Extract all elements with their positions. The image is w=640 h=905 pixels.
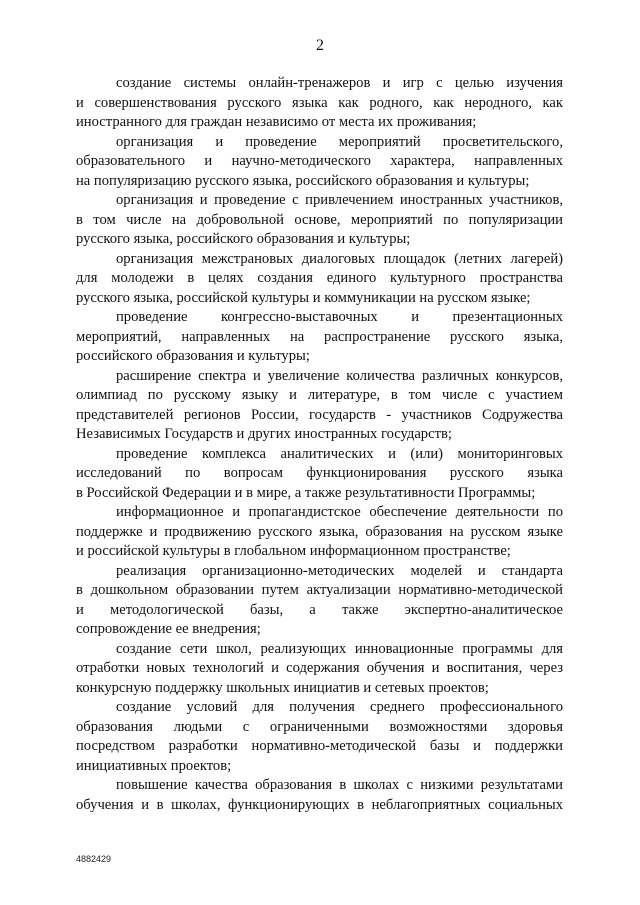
text-line: на популяризацию русского языка, российского образования и культуры; xyxy=(76,172,530,189)
text-line: посредством разработки нормативно-методической базы и поддержки xyxy=(76,738,563,754)
text-line: мероприятий, направленных на распространение русского языка, xyxy=(76,328,563,345)
text-line: Независимых Государств и других иностранных государств; xyxy=(76,426,452,442)
text-line: информационное и пропагандистское обеспечение деятельности по xyxy=(116,504,563,520)
text-line: организация и проведение с привлечением иностранных участников, xyxy=(116,192,563,208)
text-line: и российской культуры в глобальном информационном пространстве; xyxy=(76,543,511,559)
document-body xyxy=(76,74,563,815)
text-line: инициативных проектов; xyxy=(76,757,232,774)
text-line: образовательного и научно-методического характера, направленных xyxy=(76,153,563,169)
paragraph xyxy=(76,250,563,309)
text-line: представителей регионов России, государств - участников Содружества xyxy=(76,406,563,423)
text-line: и совершенствования русского языка как родного, как неродного, как xyxy=(76,94,563,111)
page-number: 2 xyxy=(316,37,324,54)
text-line: и методологической базы, а также экспертно-аналитическое xyxy=(76,601,563,618)
text-line: русского языка, российского образования и культуры; xyxy=(76,231,411,247)
paragraph xyxy=(76,445,563,504)
text-line: в дошкольном образовании путем актуализации нормативно-методической xyxy=(76,582,563,598)
text-line: повышение качества образования в школах с низкими результатами xyxy=(116,777,563,793)
paragraph xyxy=(76,133,563,192)
text-line: организация межстрановых диалоговых площадок (летних лагерей) xyxy=(116,250,563,267)
text-line: создание системы онлайн-тренажеров и игр с целью изучения xyxy=(116,75,563,91)
text-line: русского языка, российской культуры и коммуникации на русском языке; xyxy=(76,289,531,306)
text-line: в Российской Федерации и в мире, а также результативности Программы; xyxy=(76,484,536,501)
text-line: создание условий для получения среднего профессионального xyxy=(116,699,563,715)
paragraph xyxy=(76,640,563,699)
paragraph xyxy=(76,698,563,776)
text-line: исследований по вопросам функционирования русского языка xyxy=(76,465,563,481)
text-line: иностранного для граждан независимо от места их проживания; xyxy=(76,114,477,130)
text-line: в том числе на добровольной основе, мероприятий по популяризации xyxy=(76,211,563,228)
text-line: расширение спектра и увеличение количества различных конкурсов, xyxy=(116,367,563,384)
text-line: организация и проведение мероприятий просветительского, xyxy=(116,133,563,150)
paragraph xyxy=(76,503,563,562)
paragraph xyxy=(76,776,563,815)
text-line: конкурсную поддержку школьных инициатив и сетевых проектов; xyxy=(76,679,489,696)
paragraph xyxy=(76,367,563,445)
paragraph xyxy=(76,308,563,367)
text-line: отработки новых технологий и содержания обучения и воспитания, через xyxy=(76,660,563,676)
document-code: 4882429 xyxy=(76,854,112,864)
text-line: поддержке и продвижению русского языка, образования на русском языке xyxy=(76,523,563,540)
text-line: для молодежи в целях создания единого культурного пространства xyxy=(76,270,563,286)
text-line: сопровождение ее внедрения; xyxy=(76,621,261,637)
text-line: российского образования и культуры; xyxy=(76,348,310,364)
text-line: проведение конгрессно-выставочных и презентационных xyxy=(116,309,563,325)
text-line: создание сети школ, реализующих инновационные программы для xyxy=(116,640,563,657)
text-line: обучения и в школах, функционирующих в неблагоприятных социальных xyxy=(76,796,563,813)
text-line: проведение комплекса аналитических и (или) мониторинговых xyxy=(116,445,563,462)
text-line: образования людьми с ограниченными возможностями здоровья xyxy=(76,718,563,735)
paragraph xyxy=(76,562,563,640)
text-line: реализация организационно-методических моделей и стандарта xyxy=(116,562,563,579)
paragraph xyxy=(76,191,563,250)
text-line: олимпиад по русскому языку и литературе, в том числе с участием xyxy=(76,387,563,403)
paragraph xyxy=(76,74,563,133)
